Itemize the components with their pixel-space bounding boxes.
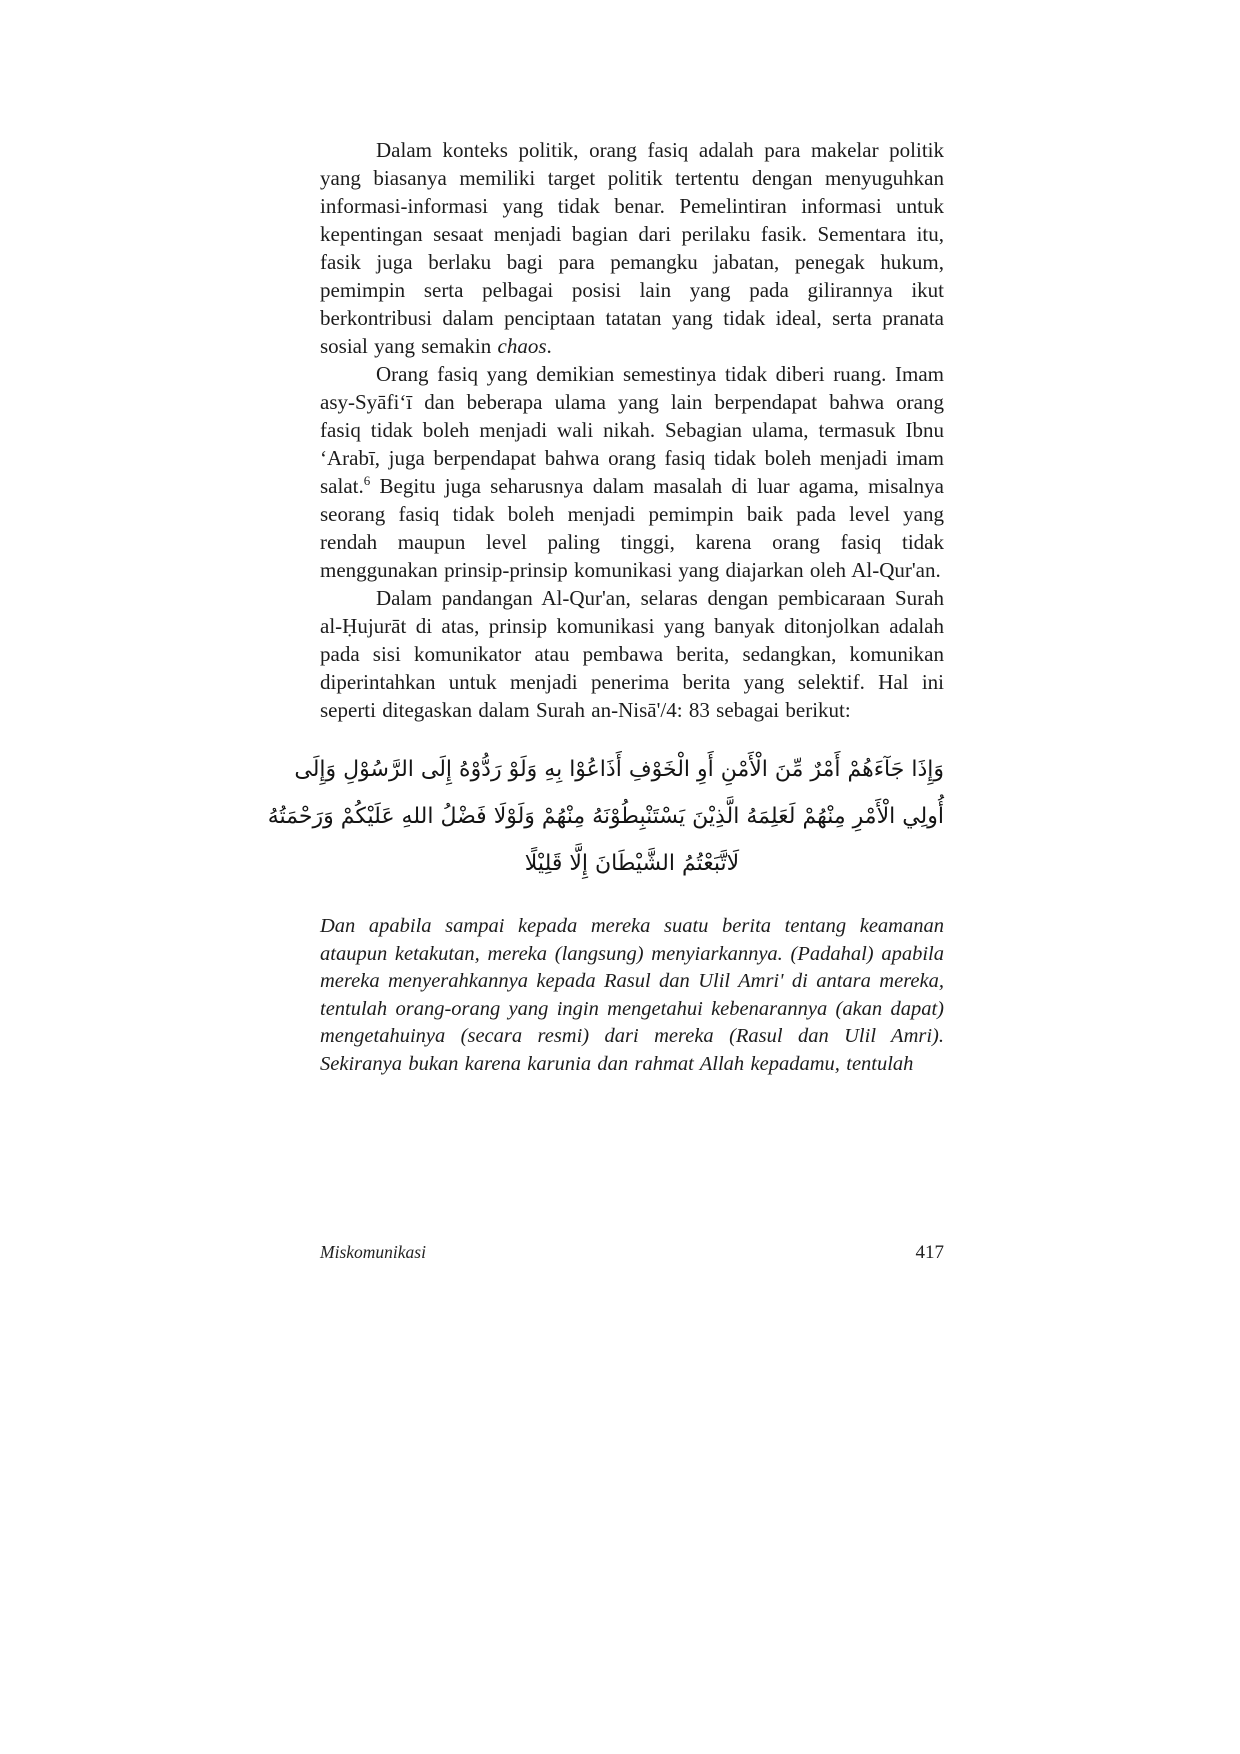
paragraph-orang-fasiq bbox=[320, 360, 944, 584]
page-number: 417 bbox=[915, 1242, 944, 1263]
page-content bbox=[267, 136, 944, 1078]
quran-verse-arabic bbox=[267, 746, 944, 887]
running-title: Miskomunikasi bbox=[320, 1242, 426, 1262]
paragraph-konteks-politik bbox=[320, 136, 944, 360]
paragraph-pandangan-alquran: Dalam pandangan Al-Qur'an, selaras dengan pembicaraan Surah al-Ḥujurāt di atas, prinsip komunikasi yang banyak ditonjolkan adalah pada sisi komunikator atau pembawa berita, sedangkan, komunikan diperintahkan untuk menjadi penerima berita yang selektif. Hal ini seperti ditegaskan dalam Surah an-Nisā'/4: 83 sebagai berikut: bbox=[320, 586, 944, 722]
quran-arabic-line-1: وَإِذَا جَآءَهُمْ أَمْرٌ مِّنَ الْأَمْنِ أَوِ الْخَوْفِ أَذَاعُوْا بِهِ وَلَوْ رَدُّوْهُ إِلَى الرَّسُوْلِ وَإِلَى bbox=[294, 757, 944, 782]
paragraph-text: Orang fasiq yang demikian semestinya tidak diberi ruang. Imam asy-Syāfi‘ī dan beberapa ulama yang lain berpendapat bahwa orang fasiq tidak boleh menjadi wali nikah. Sebagian ulama, termasuk Ibnu ‘Arabī, juga berpendapat bahwa orang fasiq tidak boleh menjadi imam salat. bbox=[320, 362, 944, 498]
page-footer bbox=[320, 1242, 944, 1264]
quran-arabic-line-3: لَاتَّبَعْتُمُ الشَّيْطَانَ إِلَّا قَلِيْلًا bbox=[524, 851, 740, 876]
paragraph-text: . bbox=[546, 334, 552, 358]
quran-translation: Dan apabila sampai kepada mereka suatu berita tentang keamanan ataupun ketakutan, mereka (langsung) menyiarkannya. (Padahal) apabila mereka menyerahkannya kepada Rasul dan Ulil Amri' di antara mereka, tentulah orang-orang yang ingin mengetahui kebenarannya (akan dapat) mengetahuinya (secara resmi) dari mereka (Rasul dan Ulil Amri). Sekiranya bukan karena karunia dan rahmat Allah kepadamu, tentulah bbox=[320, 915, 944, 1075]
italic-term-chaos: chaos bbox=[497, 334, 547, 358]
paragraph-text: Begitu juga seharusnya dalam masalah di luar agama, misalnya seorang fasiq tidak boleh menjadi pemimpin baik pada level yang rendah maupun level paling tinggi, karena orang fasiq tidak menggunakan prinsip-prinsip komunikasi yang diajarkan oleh Al-Qur'an. bbox=[320, 474, 944, 582]
footnote-reference: 6 bbox=[363, 473, 371, 488]
quran-arabic-line-2: أُولِي الْأَمْرِ مِنْهُمْ لَعَلِمَهُ الَّذِيْنَ يَسْتَنْبِطُوْنَهُ مِنْهُمْ وَلَوْلَا فَضْلُ اللهِ عَلَيْكُمْ وَرَحْمَتُهُ bbox=[267, 804, 944, 829]
paragraph-text: Dalam konteks politik, orang fasiq adalah para makelar politik yang biasanya memiliki target politik tertentu dengan menyuguhkan informasi-informasi yang tidak benar. Pemelintiran informasi untuk kepentingan sesaat menjadi bagian dari perilaku fasik. Sementara itu, fasik juga berlaku bagi para pemangku jabatan, penegak hukum, pemimpin serta pelbagai posisi lain yang pada gilirannya ikut berkontribusi dalam penciptaan tatatan yang tidak ideal, serta pranata sosial yang semakin bbox=[320, 138, 944, 358]
